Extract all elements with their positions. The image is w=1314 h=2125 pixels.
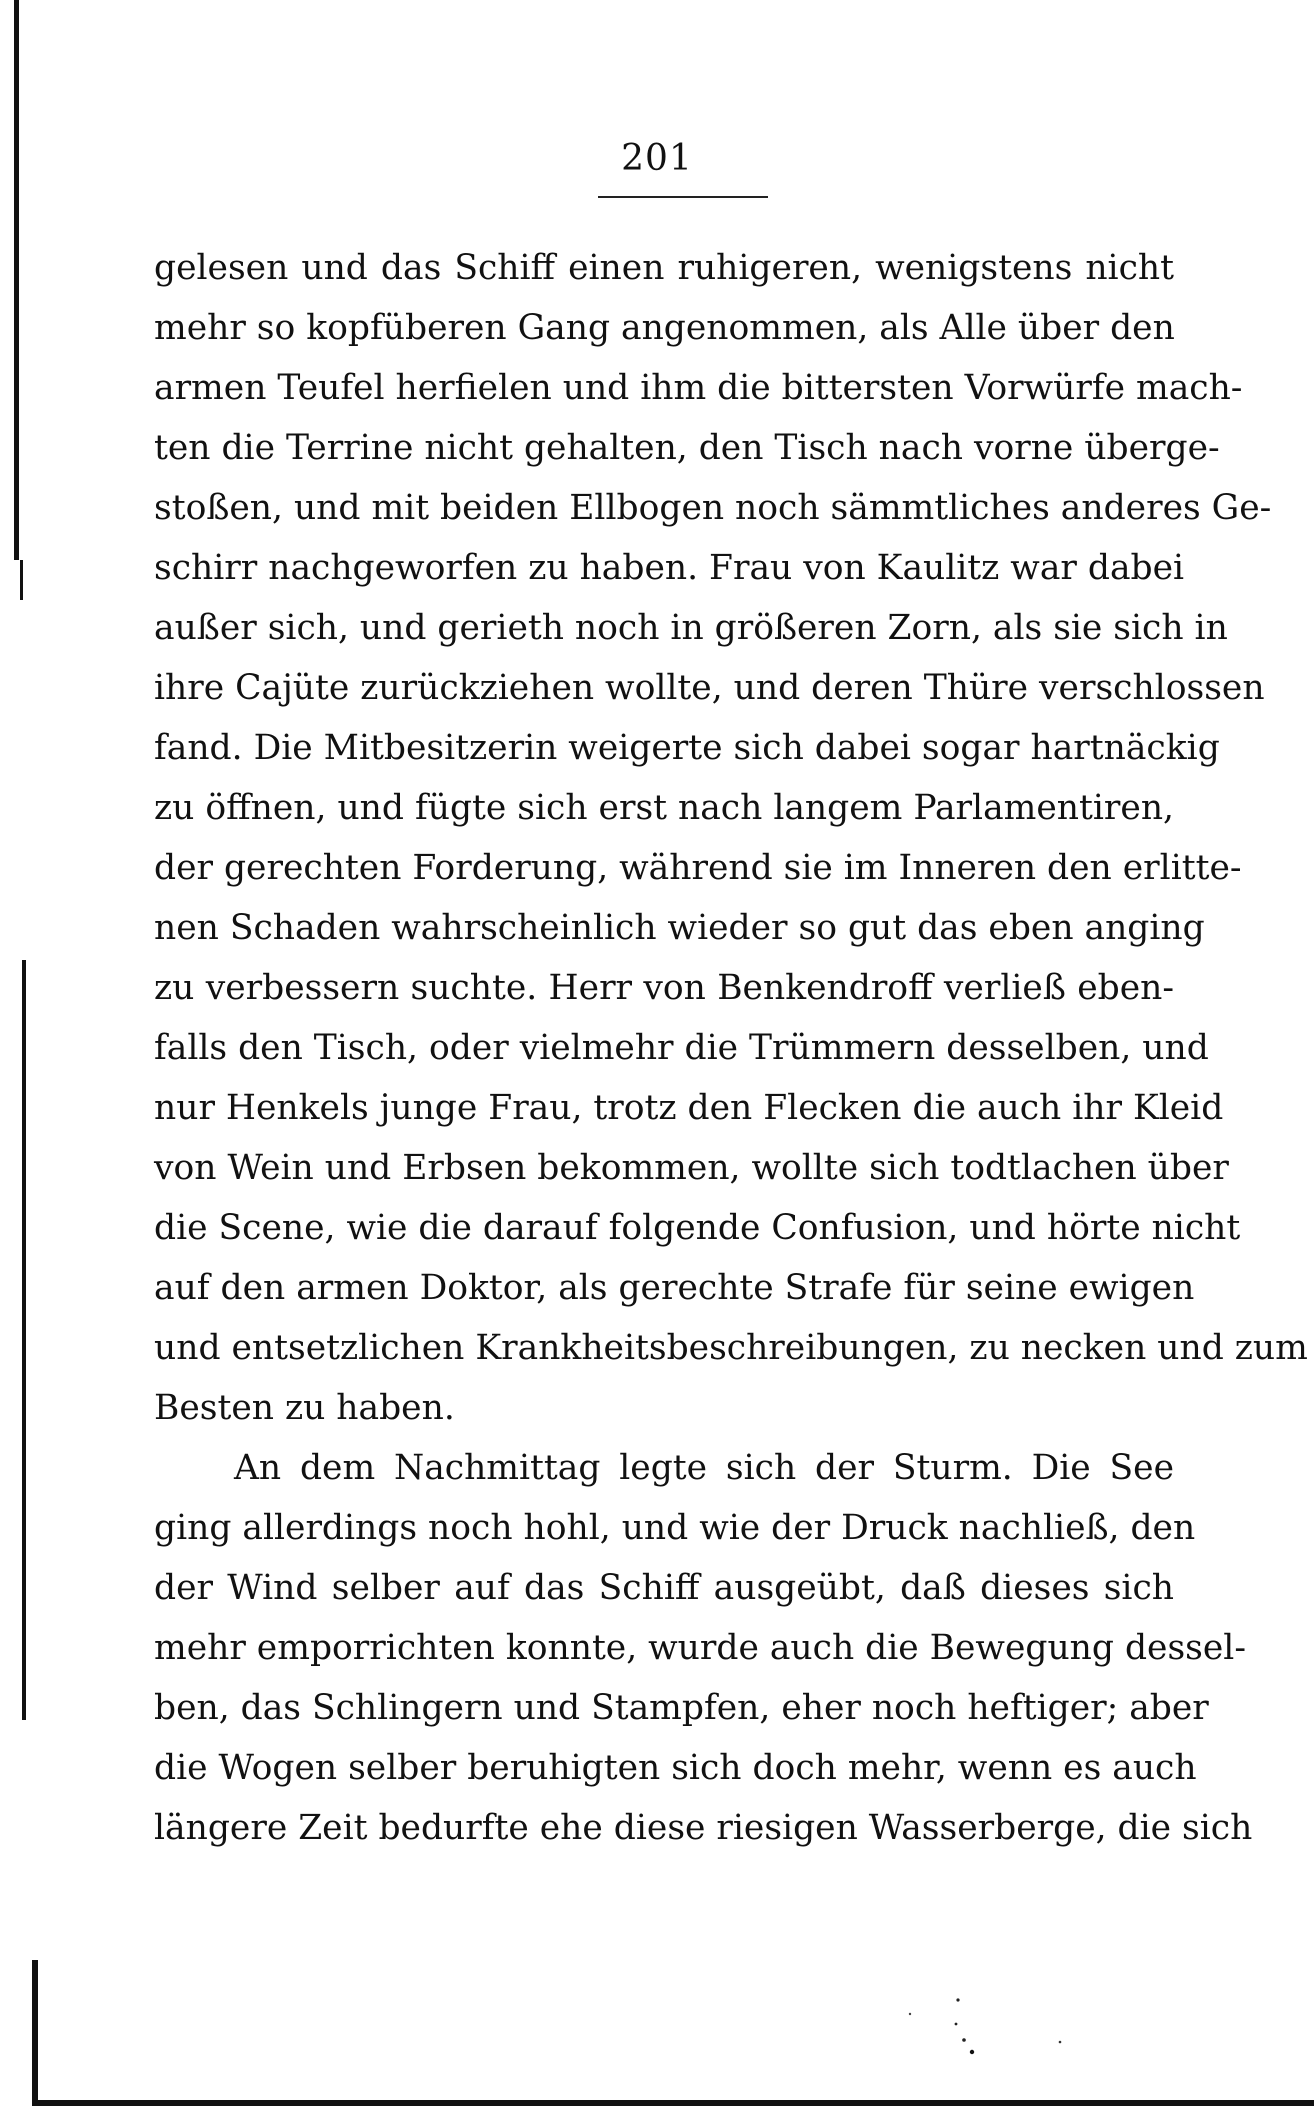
- scan-specks: [880, 1990, 1120, 2070]
- text-line: die Scene, wie die darauf folgende Confusion, und hörte nicht: [154, 1208, 1241, 1248]
- text-line: der gerechten Forderung, während sie im Inneren den erlitte-: [154, 848, 1242, 888]
- body-text: [154, 238, 1308, 1858]
- text-line: Besten zu haben.: [154, 1388, 455, 1428]
- header-rule: [598, 196, 768, 198]
- text-line: nen Schaden wahrscheinlich wieder so gut das eben anging: [154, 908, 1205, 948]
- text-line: die Wogen selber beruhigten sich doch mehr, wenn es auch: [154, 1748, 1197, 1788]
- scan-edge-bottom: [32, 2100, 1314, 2106]
- scan-edge-left-gap: [20, 560, 23, 600]
- page-number: 201: [621, 138, 693, 179]
- text-line: stoßen, und mit beiden Ellbogen noch sämmtliches anderes Ge-: [154, 488, 1272, 528]
- text-line: auf den armen Doktor, als gerechte Strafe für seine ewigen: [154, 1268, 1195, 1308]
- text-line: falls den Tisch, oder vielmehr die Trümmern desselben, und: [154, 1028, 1209, 1068]
- text-line: armen Teufel herfielen und ihm die bittersten Vorwürfe mach-: [154, 368, 1243, 408]
- text-line: und entsetzlichen Krankheitsbeschreibungen, zu necken und zum: [154, 1328, 1308, 1368]
- text-line: schirr nachgeworfen zu haben. Frau von Kaulitz war dabei: [154, 548, 1185, 588]
- text-line: längere Zeit bedurfte ehe diese riesigen Wasserberge, die sich: [154, 1808, 1253, 1848]
- text-line: außer sich, und gerieth noch in größeren Zorn, als sie sich in: [154, 608, 1228, 648]
- text-line: ihre Cajüte zurückziehen wollte, und deren Thüre verschlossen: [154, 668, 1265, 708]
- text-line: An dem Nachmittag legte sich der Sturm. Die See: [234, 1448, 1174, 1488]
- text-line: nur Henkels junge Frau, trotz den Flecken die auch ihr Kleid: [154, 1088, 1224, 1128]
- text-line: ging allerdings noch hohl, und wie der Druck nachließ, den: [154, 1508, 1196, 1548]
- text-line: zu verbessern suchte. Herr von Benkendroff verließ eben-: [154, 968, 1174, 1008]
- text-line: der Wind selber auf das Schiff ausgeübt, daß dieses sich: [154, 1568, 1174, 1608]
- text-line: zu öffnen, und fügte sich erst nach langem Parlamentiren,: [154, 788, 1174, 828]
- text-line: ten die Terrine nicht gehalten, den Tisch nach vorne überge-: [154, 428, 1220, 468]
- scan-edge-left-top: [14, 0, 19, 560]
- scan-edge-left-bottom: [22, 960, 26, 1720]
- text-line: mehr emporrichten konnte, wurde auch die Bewegung dessel-: [154, 1628, 1246, 1668]
- text-line: mehr so kopfüberen Gang angenommen, als Alle über den: [154, 308, 1175, 348]
- text-line: fand. Die Mitbesitzerin weigerte sich dabei sogar hartnäckig: [154, 728, 1220, 768]
- text-line: ben, das Schlingern und Stampfen, eher noch heftiger; aber: [154, 1688, 1209, 1728]
- text-line: gelesen und das Schiff einen ruhigeren, wenigstens nicht: [154, 248, 1174, 288]
- text-line: von Wein und Erbsen bekommen, wollte sich todtlachen über: [154, 1148, 1229, 1188]
- scan-edge-corner: [32, 1960, 38, 2106]
